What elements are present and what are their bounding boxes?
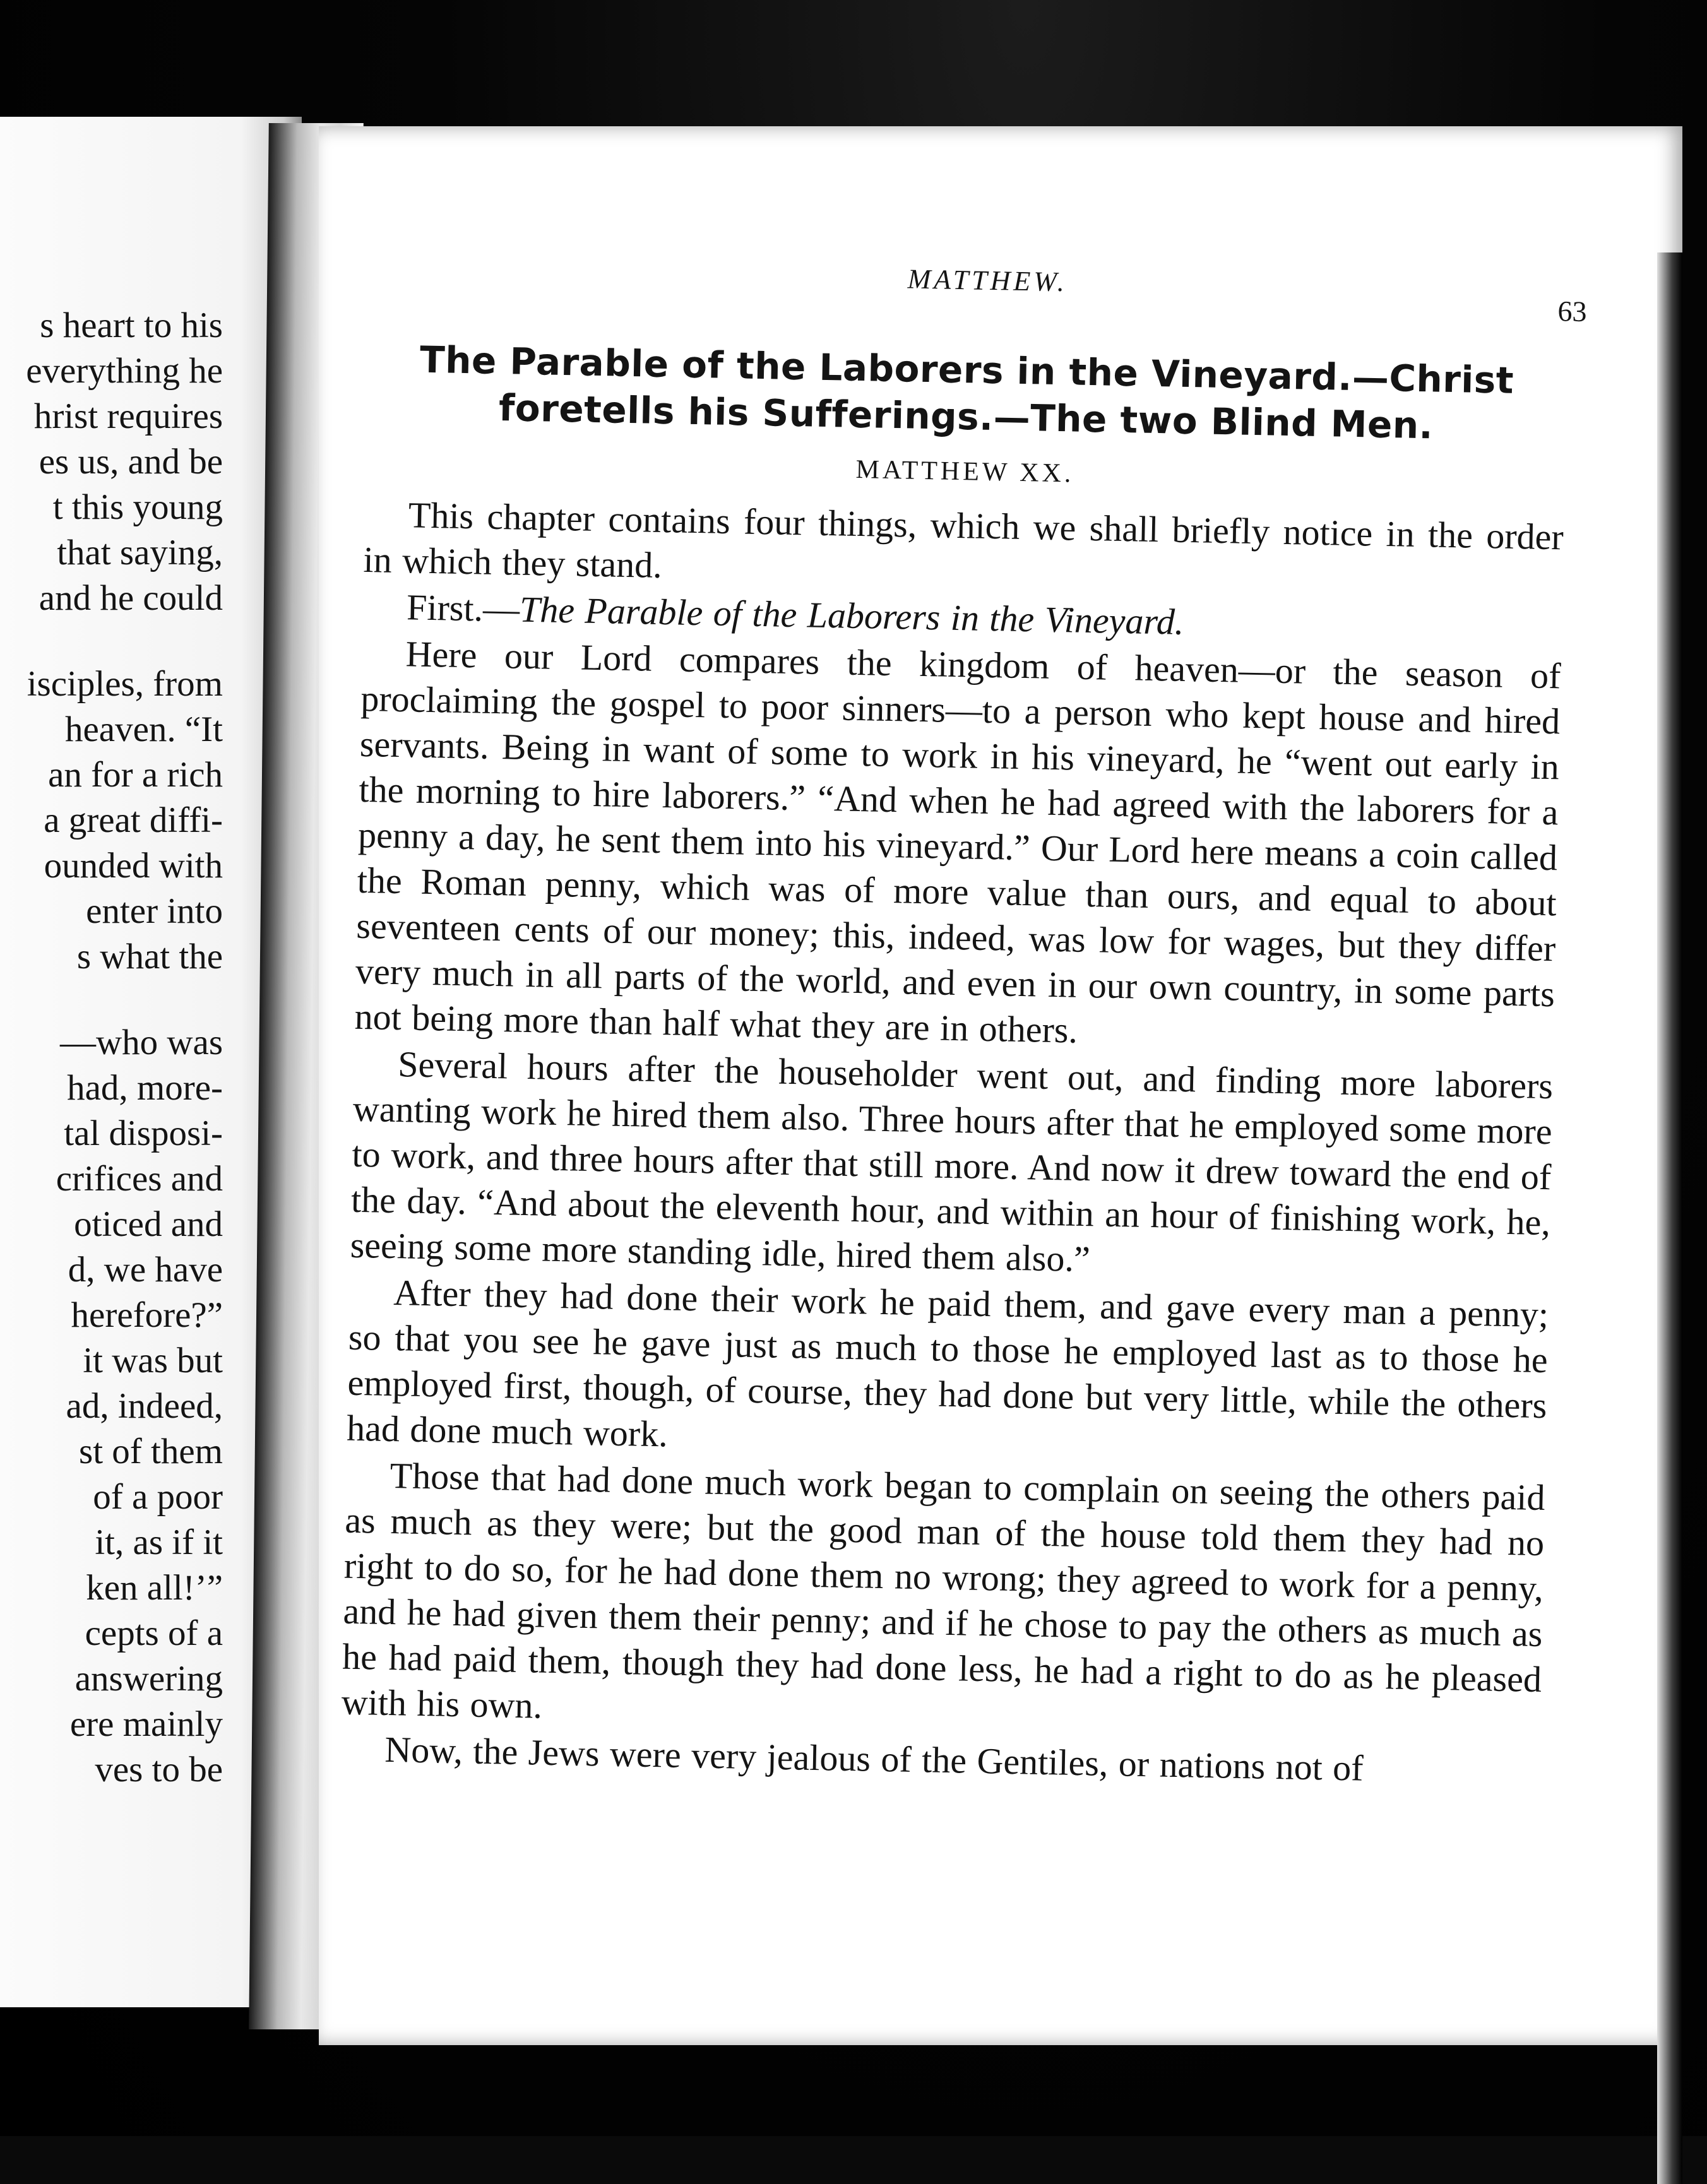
left-line: ere mainly	[69, 1704, 223, 1744]
left-line: s heart to his	[40, 306, 223, 345]
left-line: heaven. “It	[64, 709, 223, 749]
left-line: cepts of a	[85, 1613, 223, 1653]
left-line: es us, and be	[39, 442, 223, 482]
left-line-gap	[0, 621, 223, 662]
left-line: ad, indeed,	[66, 1386, 223, 1426]
left-line: crifices and	[56, 1159, 223, 1199]
paragraph: Several hours after the householder went out, and finding more laborers wanting work he hired them also. Three hours after that he employed some more to work, and three hours after that still more. And now it drew toward the end of the day. “And about the eleventh hour, and within an hour of finishing work, he, seeing some more standing idle, hired them also.”	[350, 1043, 1554, 1280]
chapter-reference: MATTHEW XX.	[855, 454, 1074, 489]
paragraph: Those that had done much work began to complain on seeing the others paid as much as they were; but the good man of the house told them they had no right to do so, for he had done them no wrong; they agreed to work for a penny, and he had given them their penny; and if he chose to pay the others as much as he had paid them, though they had done less, he had a right to do as he pleased with his own.	[341, 1454, 1546, 1726]
left-line: of a poor	[93, 1477, 223, 1517]
left-line: a great diffi-	[44, 800, 223, 840]
page-edge	[1657, 252, 1682, 2184]
left-line-gap	[0, 980, 223, 1020]
left-line: an for a rich	[48, 755, 223, 795]
left-line: answering	[74, 1659, 223, 1699]
page-content	[340, 252, 1588, 1795]
page-number: 63	[1557, 295, 1588, 328]
left-line: s what the	[76, 937, 223, 976]
left-line: —who was	[59, 1023, 223, 1062]
left-line: and he could	[39, 578, 223, 618]
left-line: it, as if it	[95, 1522, 223, 1562]
paragraph: After they had done their work he paid them, and gave every man a penny; so that you see he gave just as much to those he employed last as to those he employed first, though, of course, they had done but very little, while the others had done much work.	[346, 1272, 1549, 1455]
left-line: oticed and	[74, 1204, 223, 1244]
left-line: had, more-	[67, 1068, 223, 1108]
section-heading: The Parable of the Laborers in the Vineyard.	[519, 588, 1185, 643]
left-line: isciples, from	[27, 664, 223, 704]
left-line: hrist requires	[33, 396, 223, 436]
paragraph: This chapter contains four things, which we shall briefly notice in the order in which they stand.	[363, 494, 1564, 586]
left-line: herefore?”	[71, 1295, 223, 1335]
paragraph: Now, the Jews were very jealous of the Gentiles, or nations not of	[384, 1728, 1364, 1789]
chapter-title: The Parable of the Laborers in the Vineyard.—Christ foretells his Sufferings.—The two Blind Men.	[419, 338, 1514, 448]
right-page	[319, 126, 1682, 2045]
left-line: t this young	[52, 487, 223, 527]
left-line: tal disposi-	[64, 1113, 223, 1153]
left-line: that saying,	[57, 533, 223, 573]
left-line: enter into	[86, 891, 223, 931]
left-line: st of them	[79, 1432, 223, 1471]
running-head: MATTHEW.	[907, 263, 1068, 298]
left-line: ves to be	[95, 1750, 223, 1789]
body-text	[340, 492, 1564, 1795]
left-line: ounded with	[44, 846, 223, 886]
left-line: ken all!’”	[86, 1568, 223, 1608]
left-line: d, we have	[68, 1250, 223, 1290]
left-line: it was but	[83, 1341, 223, 1380]
left-page-text	[0, 303, 223, 1793]
section-lead: First.—	[406, 586, 520, 630]
paragraph: Here our Lord compares the kingdom of heaven—or the season of proclaiming the gospel to poor sinners—to a person who kept house and hired servants. Being in want of some to work in his vineyard, he “went out early in the morning to hire laborers.” “And when he had agreed with the laborers for a penny a day, he sent them into his vineyard.” Our Lord here means a coin called the Roman penny, which was of more value than ours, and equal to about seventeen cents of our money; this, indeed, was low for wages, but they differ very much in all parts of the world, and even in our own country, in some parts not being more than half what they are in others.	[354, 633, 1562, 1051]
left-line: everything he	[26, 351, 223, 391]
